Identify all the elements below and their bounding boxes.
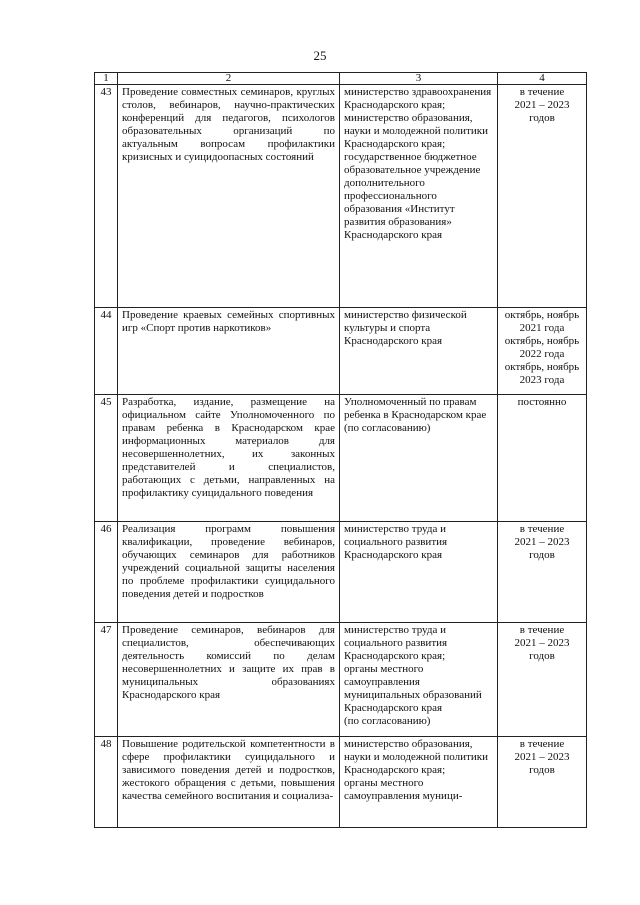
row-number: 45 — [95, 395, 118, 522]
event-description: Проведение семинаров, вебинаров для специалистов, обеспечивающих деятельность комиссий по делам несовершеннолетних и защите их прав в муниципальных образованиях Краснодарского края — [118, 623, 340, 737]
execution-term: постоянно — [498, 395, 587, 522]
row-number: 48 — [95, 737, 118, 828]
table-header-row — [95, 73, 587, 85]
responsible-executors: министерство труда и социального развития Краснодарского края; органы местного самоуправления муниципальных образований Краснодарского края (по согласованию) — [340, 623, 498, 737]
responsible-executors: министерство физической культуры и спорта Краснодарского края — [340, 308, 498, 395]
plan-table — [94, 72, 587, 828]
row-number: 47 — [95, 623, 118, 737]
row-number: 43 — [95, 85, 118, 308]
execution-term: в течение 2021 – 2023 годов — [498, 522, 587, 623]
row-number: 44 — [95, 308, 118, 395]
event-description: Проведение краевых семейных спортивных игр «Спорт против наркотиков» — [118, 308, 340, 395]
event-description: Проведение совместных семинаров, круглых столов, вебинаров, научно-практических конференций для педагогов, психологов образовательных организаций по актуальным вопросам профилактики кризисных и суицидоопасных состояний — [118, 85, 340, 308]
responsible-executors: министерство здравоохранения Краснодарского края; министерство образования, науки и молодежной политики Краснодарского края; государственное бюджетное образовательное учреждение дополнительного профессионального образования «Институт развития образования» Краснодарского края — [340, 85, 498, 308]
header-cell-1: 1 — [95, 73, 118, 85]
execution-term: октябрь, ноябрь 2021 года октябрь, ноябрь 2022 года октябрь, ноябрь 2023 года — [498, 308, 587, 395]
event-description: Разработка, издание, размещение на официальном сайте Уполномоченного по правам ребенка в Краснодарском крае информационных материалов для несовершеннолетних, их законных представителей и специалистов, работающих с детьми, направленных на профилактику суицидального поведения — [118, 395, 340, 522]
header-cell-2: 2 — [118, 73, 340, 85]
table-row — [95, 85, 587, 308]
header-cell-4: 4 — [498, 73, 587, 85]
table-row — [95, 395, 587, 522]
table-row — [95, 623, 587, 737]
page-number: 25 — [313, 48, 327, 63]
table-row — [95, 522, 587, 623]
responsible-executors: министерство труда и социального развития Краснодарского края — [340, 522, 498, 623]
event-description: Реализация программ повышения квалификации, проведение вебинаров, обучающих семинаров для работников учреждений социальной защиты населения по проблеме профилактики суицидального поведения детей и подростков — [118, 522, 340, 623]
table-row — [95, 737, 587, 828]
table-row — [95, 308, 587, 395]
execution-term: в течение 2021 – 2023 годов — [498, 85, 587, 308]
responsible-executors: Уполномоченный по правам ребенка в Краснодарском крае (по согласованию) — [340, 395, 498, 522]
responsible-executors: министерство образования, науки и молодежной политики Краснодарского края; органы местного самоуправления муници- — [340, 737, 498, 828]
execution-term: в течение 2021 – 2023 годов — [498, 623, 587, 737]
execution-term: в течение 2021 – 2023 годов — [498, 737, 587, 828]
event-description: Повышение родительской компетентности в сфере профилактики суицидального и зависимого поведения детей и подростков, жестокого обращения с детьми, повышения качества семейного воспитания и социализа- — [118, 737, 340, 828]
header-cell-3: 3 — [340, 73, 498, 85]
row-number: 46 — [95, 522, 118, 623]
